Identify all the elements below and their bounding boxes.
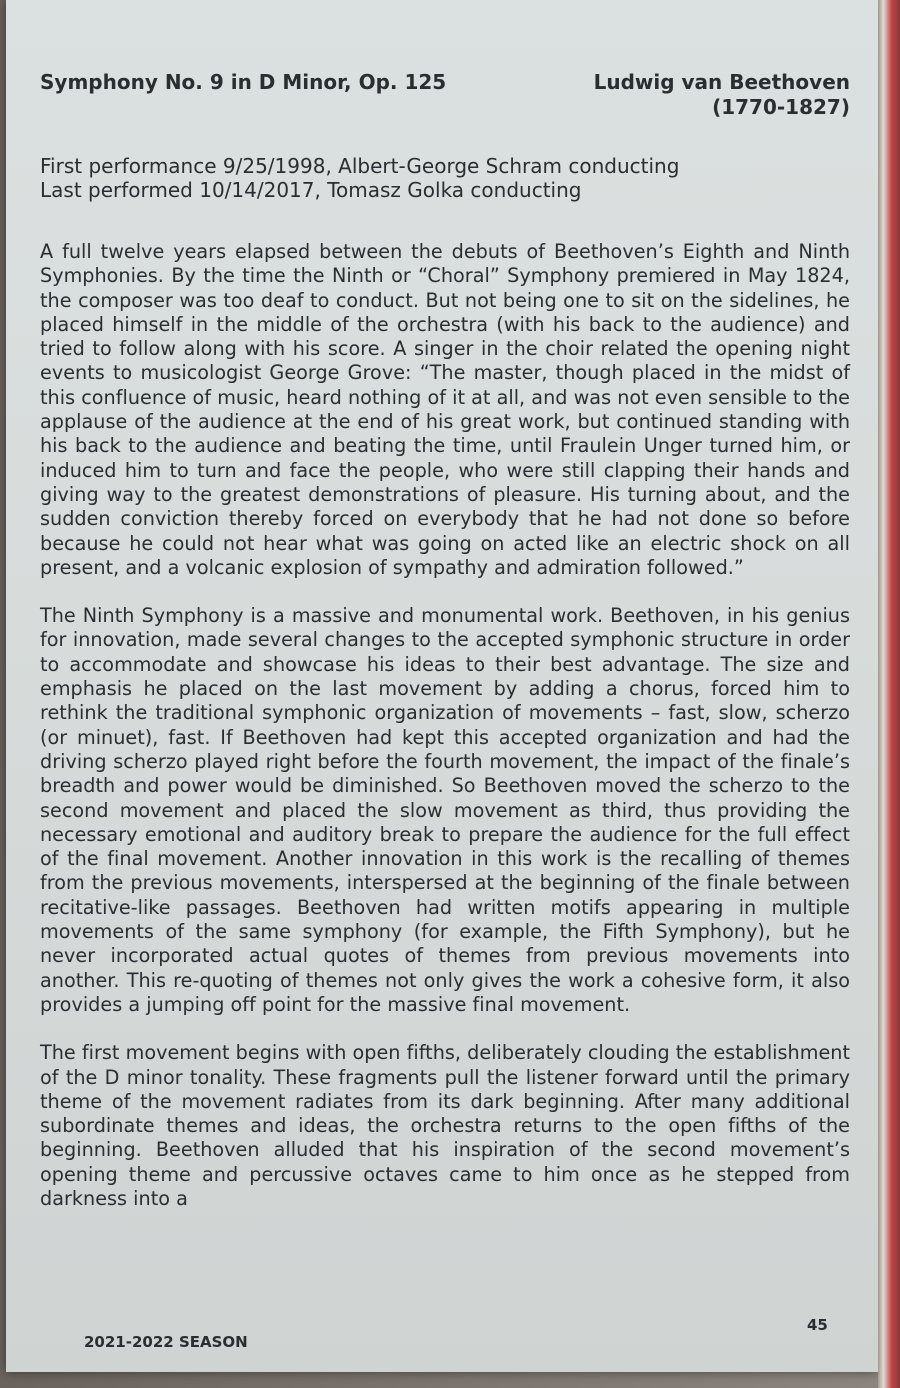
paragraph-1: A full twelve years elapsed between the debuts of Beethoven’s Eighth and Ninth Symphonies. By the time the Ninth or “Choral” Symphony premiered in May 1824, the composer was too deaf to conduct. But not being one to sit on the sidelines, he placed himself in the middle of the orchestra (with his back to the audience) and tried to follow along with his score. A singer in the choir related the opening night events to musicologist George Grove: “The master, though placed in the midst of this confluence of music, heard nothing of it at all, and was not even sensible to the applause of the audience at the end of his great work, but continued standing with his back to the audience and beating the time, until Fraulein Unger turned him, or induced him to turn and face the people, who were still clapping their hands and giving way to the greatest demonstrations of pleasure. His turning about, and the sudden conviction thereby forced on everybody that he had not done so before because he could not hear what was going on acted like an electric shock on all present, and a volcanic explosion of sympathy and admiration followed.”: [40, 240, 850, 579]
paragraph-2: The Ninth Symphony is a massive and monumental work. Beethoven, in his genius for innovation, made several changes to the accepted symphonic structure in order to accommodate and showcase his ideas to their best advantage. The size and emphasis he placed on the last movement by adding a chorus, forced him to rethink the traditional symphonic organization of movements – fast, slow, scherzo (or minuet), fast. If Beethoven had kept this accepted organization and had the driving scherzo played right before the fourth movement, the impact of the finale’s breadth and power would be diminished. So Beethoven moved the scherzo to the second movement and placed the slow movement as third, thus providing the necessary emotional and auditory break to prepare the audience for the full effect of the final movement. Another innovation in this work is the recalling of themes from the previous movements, interspersed at the beginning of the finale between recitative-like passages. Beethoven had written motifs appearing in multiple movements of the same symphony (for example, the Fifth Symphony), but he never incorporated actual quotes of themes from previous movements into another. This re-quoting of themes not only gives the work a cohesive form, it also provides a jumping off point for the massive final movement.: [40, 604, 850, 1016]
last-performance: Last performed 10/14/2017, Tomasz Golka conducting: [40, 178, 582, 202]
work-title: Symphony No. 9 in D Minor, Op. 125: [40, 70, 447, 94]
program-page: [6, 0, 878, 1372]
article: [40, 70, 850, 1235]
paragraph-3: The first movement begins with open fifths, deliberately clouding the establishment of the D minor tonality. These fragments pull the listener forward until the primary theme of the movement radiates from its dark beginning. After many additional subordinate themes and ideas, the orchestra returns to the open fifths of the beginning. Beethoven alluded that his inspiration of the second movement’s opening theme and percussive octaves came to him once as he stepped from darkness into a: [40, 1041, 850, 1210]
article-header: [40, 70, 850, 120]
composer-block: [594, 70, 850, 120]
first-performance: First performance 9/25/1998, Albert-George Schram conducting: [40, 154, 680, 178]
composer-dates: (1770-1827): [712, 95, 850, 119]
performance-history: [40, 154, 850, 202]
book-edge: [878, 0, 900, 1388]
composer-name: Ludwig van Beethoven: [593, 70, 850, 94]
season-label: 2021-2022 SEASON: [84, 1333, 248, 1351]
page-number: 45: [807, 1316, 828, 1334]
